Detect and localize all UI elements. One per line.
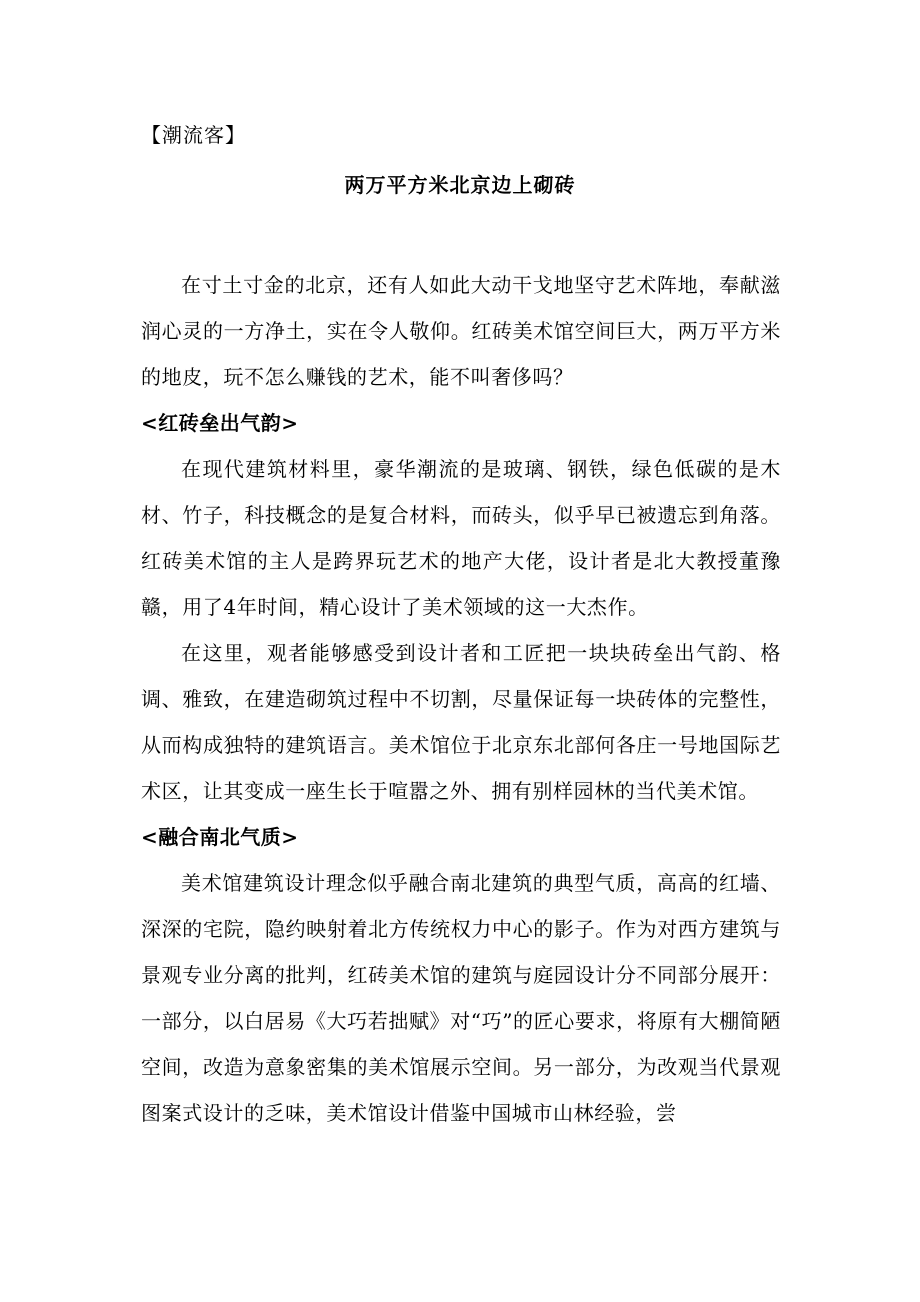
body-paragraph: 在现代建筑材料里，豪华潮流的是玻璃、钢铁，绿色低碳的是木材、竹子，科技概念的是复合材料，而砖头，似乎早已被遗忘到角落。红砖美术馆的主人是跨界玩艺术的地产大佬，设计者是北大教授董豫赣，用了4年时间，精心设计了美术领域的这一大杰作。: [141, 457, 781, 619]
body-paragraph: 在这里，观者能够感受到设计者和工匠把一块块砖垒出气韵、格调、雅致，在建造砌筑过程中不切割，尽量保证每一块砖体的完整性，从而构成独特的建筑语言。美术馆位于北京东北部何各庄一号地国际艺术区，让其变成一座生长于喧嚣之外、拥有别样园林的当代美术馆。: [141, 641, 781, 803]
article-title: 两万平方米北京边上砌砖: [344, 173, 576, 197]
section-heading-brick: <红砖垒出气韵>: [141, 411, 299, 435]
section-heading-fusion: <融合南北气质>: [141, 825, 299, 849]
column-tag: 【潮流客】: [141, 123, 246, 147]
body-paragraph: 美术馆建筑设计理念似乎融合南北建筑的典型气质，高高的红墙、深深的宅院，隐约映射着北方传统权力中心的影子。作为对西方建筑与景观专业分离的批判，红砖美术馆的建筑与庭园设计分不同部分展开：一部分，以白居易《大巧若拙赋》对“巧”的匠心要求，将原有大棚简陋空间，改造为意象密集的美术馆展示空间。另一部分，为改观当代景观图案式设计的乏味，美术馆设计借鉴中国城市山林经验，尝: [141, 871, 781, 1125]
article-body: [141, 262, 781, 1136]
intro-paragraph: 在寸土寸金的北京，还有人如此大动干戈地坚守艺术阵地，奉献滋润心灵的一方净土，实在令人敬仰。红砖美术馆空间巨大，两万平方米的地皮，玩不怎么赚钱的艺术，能不叫奢侈吗？: [141, 273, 781, 389]
